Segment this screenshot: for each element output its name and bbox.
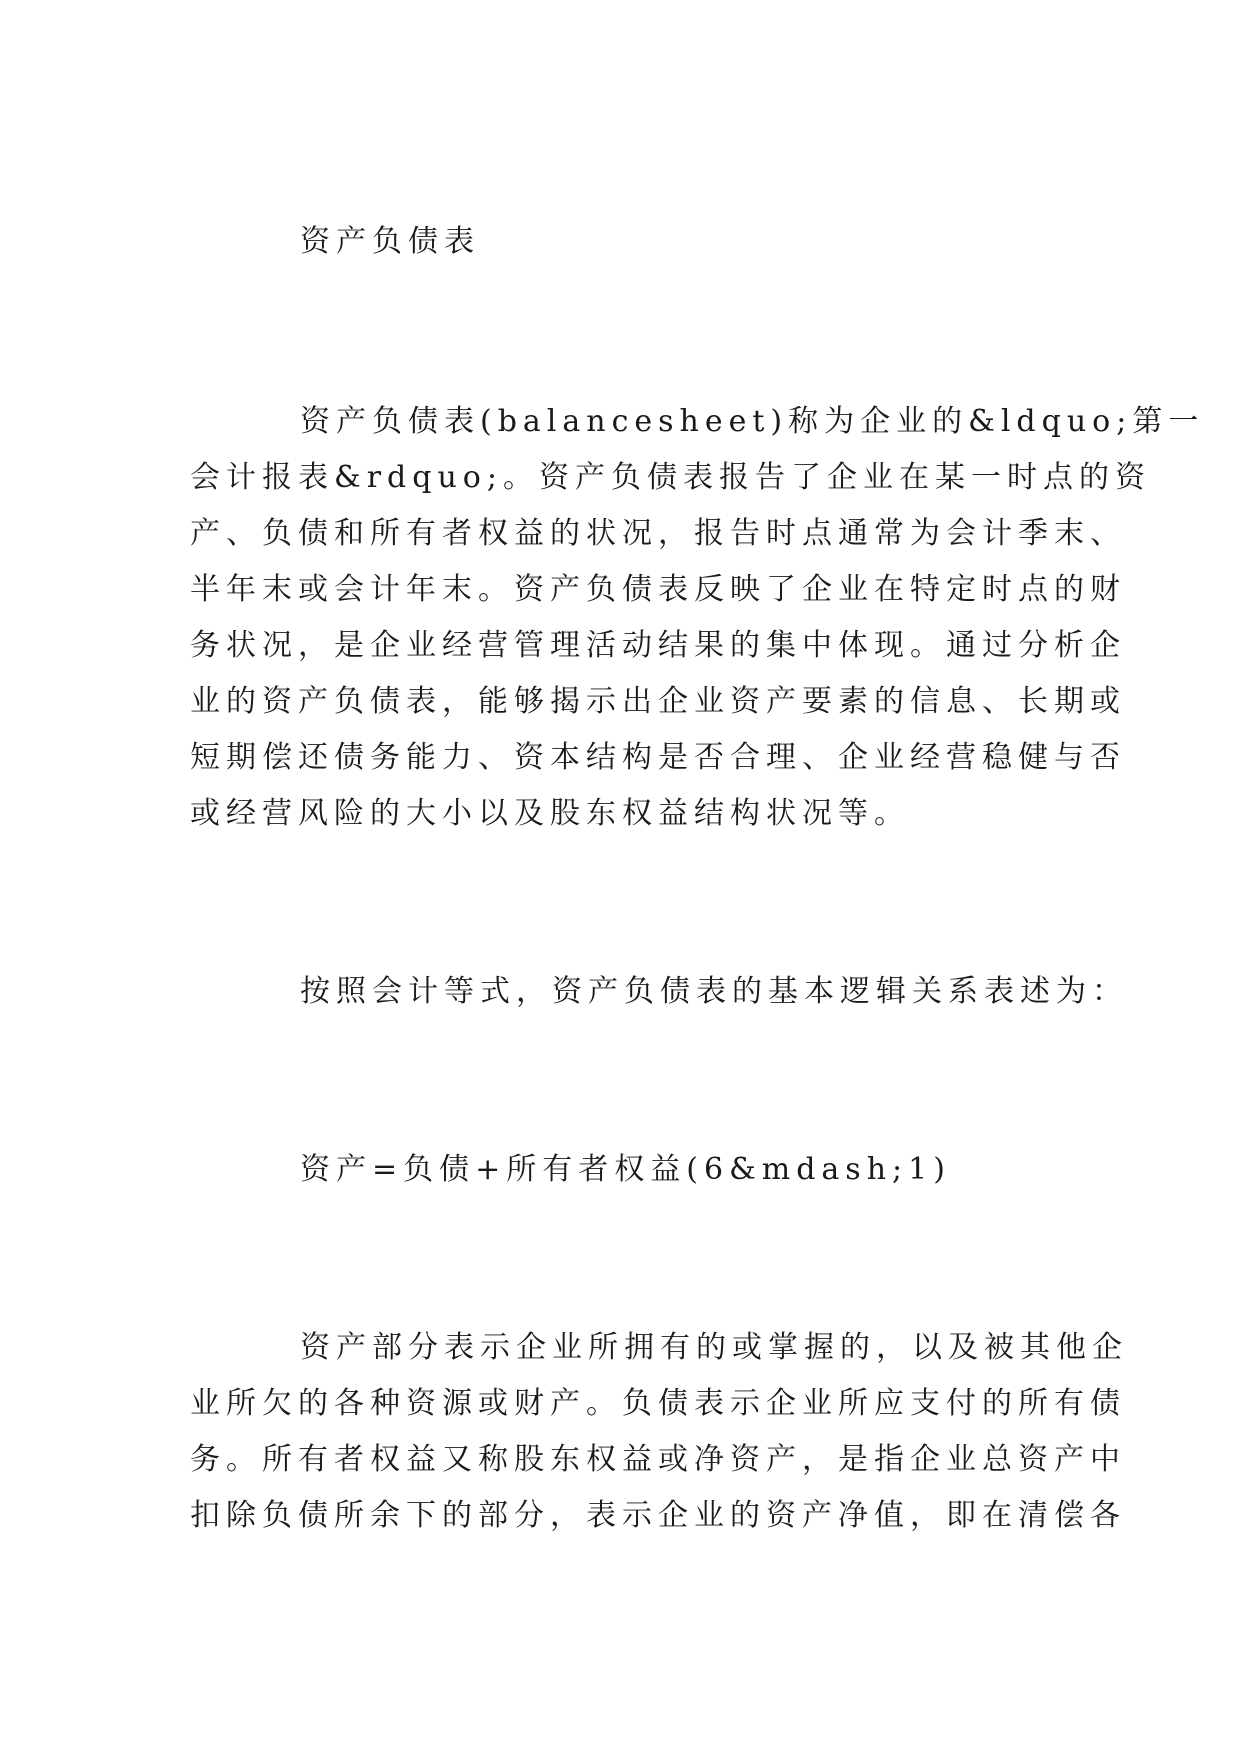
paragraph-3-line-3: 务。所有者权益又称股东权益或净资产，是指企业总资产中 <box>190 1442 1126 1477</box>
paragraph-1-line-5: 务状况，是企业经营管理活动结果的集中体现。通过分析企 <box>190 628 1126 663</box>
paragraph-3-line-4: 扣除负债所余下的部分，表示企业的资产净值，即在清偿各 <box>190 1498 1126 1533</box>
document-title: 资产负债表 <box>300 224 480 259</box>
paragraph-1-line-3: 产、负债和所有者权益的状况，报告时点通常为会计季末、 <box>190 516 1126 551</box>
paragraph-1-line-7: 短期偿还债务能力、资本结构是否合理、企业经营稳健与否 <box>190 740 1126 775</box>
paragraph-1-line-2: 会计报表&rdquo;。资产负债表报告了企业在某一时点的资 <box>190 460 1151 495</box>
paragraph-1-line-8: 或经营风险的大小以及股东权益结构状况等。 <box>190 796 910 831</box>
equation: 资产=负债+所有者权益(6&mdash;1) <box>300 1152 951 1187</box>
paragraph-1-line-1: 资产负债表(balancesheet)称为企业的&ldquo;第一 <box>300 404 1205 439</box>
paragraph-1-line-6: 业的资产负债表，能够揭示出企业资产要素的信息、长期或 <box>190 684 1126 719</box>
paragraph-3-line-2: 业所欠的各种资源或财产。负债表示企业所应支付的所有债 <box>190 1386 1126 1421</box>
paragraph-2: 按照会计等式，资产负债表的基本逻辑关系表述为： <box>300 974 1128 1009</box>
paragraph-1-line-4: 半年末或会计年末。资产负债表反映了企业在特定时点的财 <box>190 572 1126 607</box>
paragraph-3-line-1: 资产部分表示企业所拥有的或掌握的，以及被其他企 <box>300 1330 1128 1365</box>
